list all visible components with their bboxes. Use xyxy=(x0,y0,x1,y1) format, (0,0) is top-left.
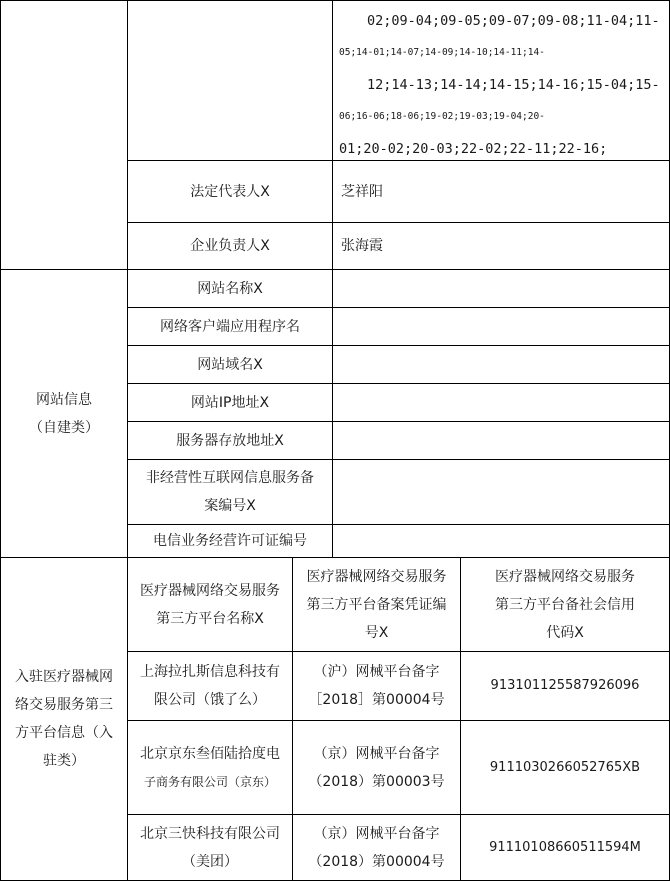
platform-row-credit: 913101125587926096 xyxy=(490,678,640,693)
platform-section-title xyxy=(1,558,127,880)
enterprise-head-label: 企业负责人Ⅹ xyxy=(190,238,270,254)
telecom-license-label: 电信业务经营许可证编号 xyxy=(153,533,307,549)
platform-row-name xyxy=(128,652,292,720)
platform-record-header xyxy=(293,558,460,651)
platform-row-record xyxy=(293,652,460,720)
legal-rep-label: 法定代表人Ⅹ xyxy=(190,183,270,200)
website-section-title xyxy=(1,270,127,557)
enterprise-head-value: 张海霞 xyxy=(341,238,383,254)
name-line: 限公司（饿了么） xyxy=(154,692,266,708)
section-title-line: 网站信息 xyxy=(36,391,92,408)
section-title-line: 方平台信息（入 xyxy=(15,725,113,741)
codes-line: 06;16-06;18-06;19-02;19-03;19-04;20- xyxy=(339,111,545,122)
name-line: （美团） xyxy=(182,853,238,870)
legal-rep-value: 芝祥阳 xyxy=(341,183,383,200)
website-name-label: 网站名称Ⅹ xyxy=(197,280,263,297)
section-title-line: 驻类） xyxy=(43,753,85,769)
platform-row-record xyxy=(293,815,460,880)
header-line: 医疗器械网络交易服务 xyxy=(495,568,635,585)
name-line: 上海拉扎斯信息科技有 xyxy=(140,664,280,680)
platform-row-credit: 91110108660511594M xyxy=(489,839,641,855)
record-line: （京）网械平台备字 xyxy=(313,745,440,762)
platform-name-header xyxy=(128,558,292,651)
name-line: 北京京东叁佰陆拾度电 xyxy=(140,745,280,762)
header-line: 第三方平台备社会信用 xyxy=(495,596,635,613)
platform-credit-header xyxy=(461,558,669,651)
label-line: 非经营性互联网信息服务备 xyxy=(146,470,314,486)
name-line: 北京三快科技有限公司 xyxy=(140,825,280,842)
section-title-line: （自建类） xyxy=(29,419,99,436)
record-line: （沪）网械平台备字 xyxy=(313,664,440,680)
platform-row-name xyxy=(128,721,292,814)
codes-line: 02;09-04;09-05;09-07;09-08;11-04;11- xyxy=(367,13,660,29)
header-line: 代码Ⅹ xyxy=(546,624,584,641)
platform-row-record xyxy=(293,721,460,814)
server-address-label: 服务器存放地址Ⅹ xyxy=(176,432,284,449)
header-line: 医疗器械网络交易服务 xyxy=(306,568,447,585)
icp-record-value xyxy=(333,460,669,524)
ip-address-value xyxy=(333,384,669,421)
product-codes xyxy=(339,6,669,164)
section-title-line: 入驻医疗器械网 xyxy=(15,669,113,685)
header-line: 医疗器械网络交易服务 xyxy=(140,582,280,599)
telecom-license-value xyxy=(333,525,669,557)
header-line: 第三方平台名称Ⅹ xyxy=(156,610,264,627)
platform-row-credit: 9111030266052765XB xyxy=(489,759,641,775)
record-line: （2018）第00004号 xyxy=(308,853,445,870)
header-line: 第三方平台备案凭证编 xyxy=(306,596,447,613)
record-line: （京）网械平台备字 xyxy=(313,825,440,842)
record-line: （2018）第00003号 xyxy=(308,773,445,790)
label-line: 案编号Ⅹ xyxy=(204,498,256,514)
header-line: 号Ⅹ xyxy=(364,624,389,641)
icp-record-label xyxy=(128,460,332,524)
client-app-name-label: 网络客户端应用程序名 xyxy=(160,318,300,335)
name-line: 子商务有限公司（京东） xyxy=(143,774,276,789)
server-address-value xyxy=(333,422,669,459)
client-app-name-value xyxy=(333,308,669,345)
codes-line: 01;20-02;20-03;22-02;22-11;22-16; xyxy=(339,141,608,157)
codes-line: 05;14-01;14-07;14-09;14-10;14-11;14- xyxy=(339,47,545,58)
domain-label: 网站域名Ⅹ xyxy=(197,356,263,373)
domain-value xyxy=(333,346,669,383)
section-title-line: 络交易服务第三 xyxy=(15,697,113,713)
table-border-top xyxy=(0,0,670,1)
codes-line: 12;14-13;14-14;14-15;14-16;15-04;15- xyxy=(367,77,660,93)
ip-address-label: 网站IP地址Ⅹ xyxy=(190,394,270,411)
platform-row-name xyxy=(128,815,292,880)
website-name-value xyxy=(333,270,669,307)
record-line: ［2018］第00004号 xyxy=(308,692,445,708)
